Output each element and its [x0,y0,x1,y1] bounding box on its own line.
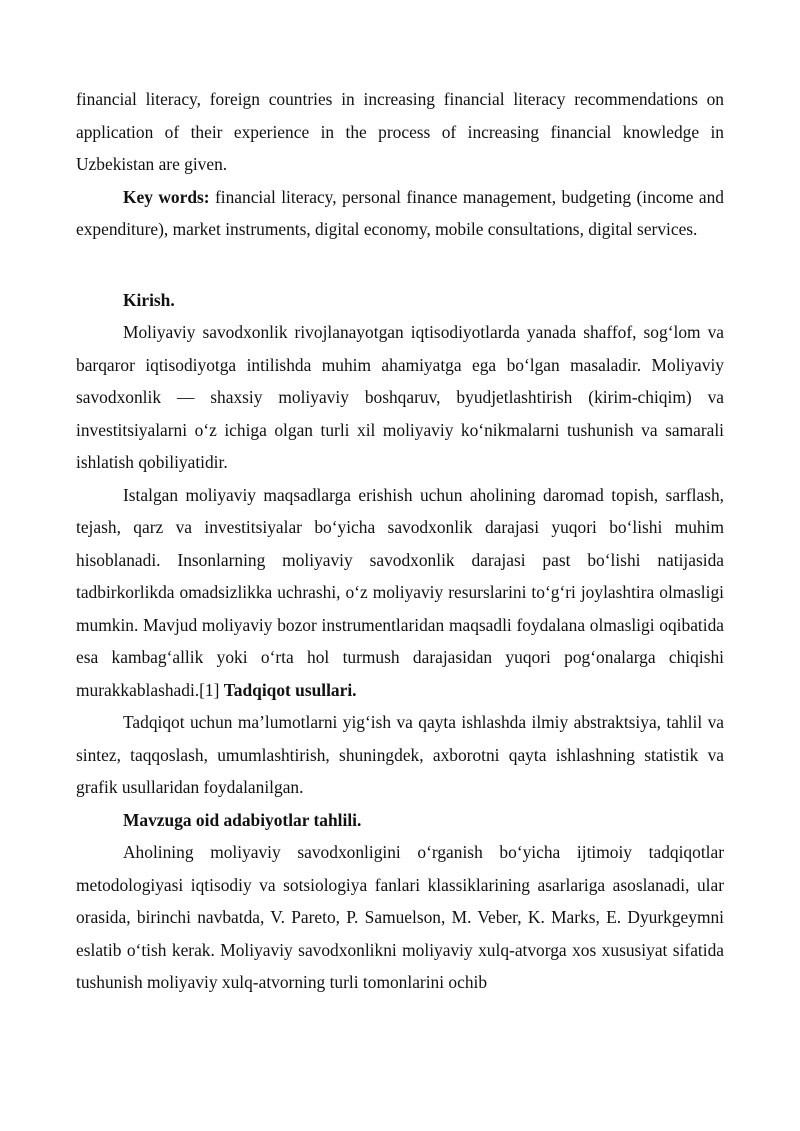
intro-paragraph-1: Moliyaviy savodxonlik rivojlanayotgan iqtisodiyotlarda yanada shaffof, sog‘lom va barqaror iqtisodiyotga intilishda muhim ahamiyatga ega bo‘lgan masaladir. Moliyaviy savodxonlik — shaxsiy moliyaviy boshqaruv, byudjetlashtirish (kirim-chiqim) va investitsiyalarni o‘z ichiga olgan turli xil moliyaviy ko‘nikmalarni tushunish va samarali ishlatish qobiliyatidir. [76,322,724,472]
keywords-label: Key words: [123,186,210,207]
section-spacer [76,246,724,284]
abstract-continuation: financial literacy, foreign countries in increasing financial literacy recommendations on application of their experience in the process of increasing financial knowledge in Uzbekistan are given. [76,89,724,174]
keywords-text: financial literacy, personal finance management, budgeting (income and expenditure), market instruments, digital economy, mobile consultations, digital services. [76,186,724,239]
literature-heading: Mavzuga oid adabiyotlar tahlili. [123,809,362,830]
methods-heading: Tadqiqot usullari. [223,679,357,700]
intro-paragraph-2 [76,479,724,707]
methods-paragraph: Tadqiqot uchun ma’lumotlarni yig‘ish va qayta ishlashda ilmiy abstraktsiya, tahlil va sintez, taqqoslash, umumlashtirish, shuningdek, axborotni qayta ishlashning statistik va grafik usullaridan foydalanilgan. [76,712,724,797]
literature-paragraph: Aholining moliyaviy savodxonligini o‘rganish bo‘yicha ijtimoiy tadqiqotlar metodologiyasi iqtisodiy va sotsiologiya fanlari klassiklarining asarlariga asoslanadi, ular orasida, birinchi navbatda, V. Pareto, P. Samuelson, M. Veber, K. Marks, E. Dyurkgeymni eslatib o‘tish kerak. Moliyaviy savodxonlikni moliyaviy xulq-atvorga xos xususiyat sifatida tushunish moliyaviy xulq-atvorning turli tomonlarini ochib [76,842,724,992]
keywords-paragraph [76,181,724,246]
intro-paragraph-2-text: Istalgan moliyaviy maqsadlarga erishish uchun aholining daromad topish, sarflash, tejash, qarz va investitsiyalar bo‘yicha savodxonlik darajasi yuqori bo‘lishi muhim hisoblanadi. Insonlarning moliyaviy savodxonlik darajasi past bo‘lishi natijasida tadbirkorlikda omadsizlikka uchrashi, o‘z moliyaviy resurslarini to‘g‘ri joylashtira olmasligi mumkin. Mavjud moliyaviy bozor instrumentlaridan maqsadli foydalana olmasligi oqibatida esa kambag‘allik yoki o‘rta hol turmush darajasidan yuqori pog‘onalarga chiqishi murakkablashadi.[1] [76,484,724,700]
intro-heading: Kirish. [123,289,175,310]
